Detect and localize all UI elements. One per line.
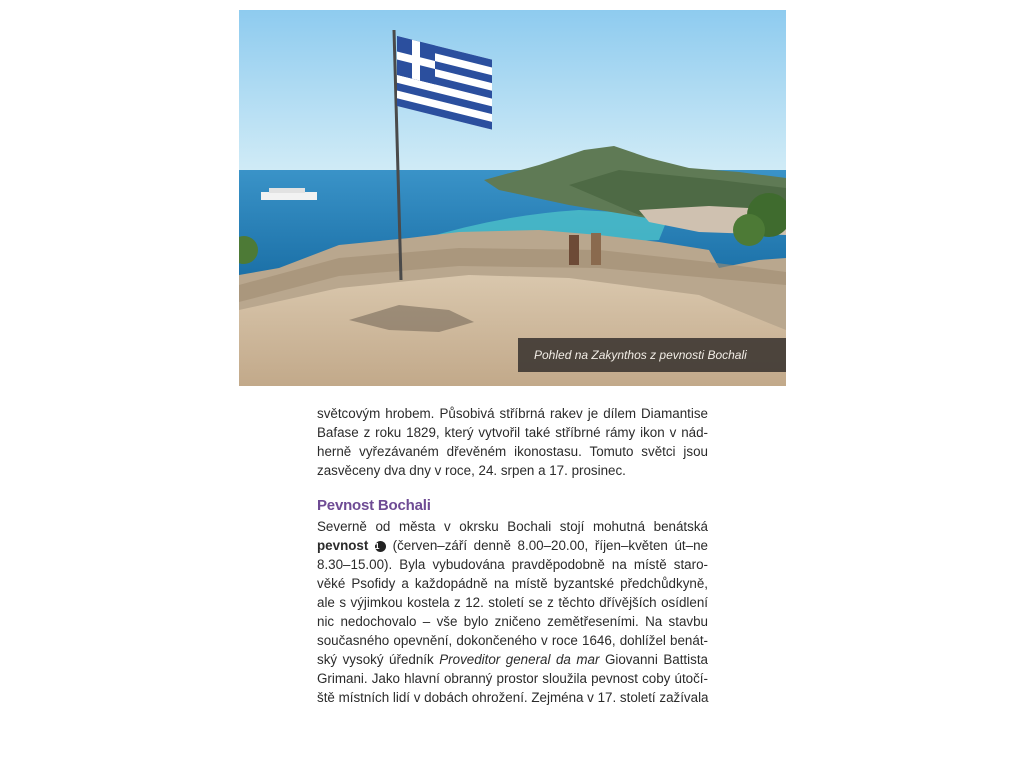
text-line: Grimani. Jako hlavní obranný prostor sloužila pevnost coby útočí- <box>317 671 708 686</box>
text-line: nic nedochovalo – vše bylo zničeno zemětřeseními. Na stavbu <box>317 614 708 629</box>
text-line: ště místních lidí v dobách ohrožení. Zejména v 17. století zažívala <box>317 690 709 705</box>
text-line <box>317 536 708 555</box>
bold-term: pevnost <box>317 538 369 553</box>
photo-caption: Pohled na Zakynthos z pevnosti Bochali <box>518 338 786 372</box>
map-marker-icon: 1 <box>375 541 386 552</box>
section-paragraph <box>317 517 708 707</box>
text-line: současného opevnění, dokončeného v roce 1646, dohlížel benát- <box>317 633 708 648</box>
opening-hours: (červen–září denně 8.00–20.00, říjen–květen út–ne <box>385 538 708 553</box>
text-line: herně vyřezávaném dřevěném ikonostasu. Tomuto světci jsou <box>317 444 708 459</box>
text-line: Bafase z roku 1829, který vytvořil také stříbrné rámy ikon v nád- <box>317 425 708 440</box>
section-heading: Pevnost Bochali <box>317 497 431 514</box>
text-line: zasvěceny dva dny v roce, 24. srpen a 17. prosinec. <box>317 463 626 478</box>
text-line: Severně od města v okrsku Bochali stojí mohutná benátská <box>317 519 708 534</box>
text-line: světcovým hrobem. Působivá stříbrná rakev je dílem Diamantise <box>317 406 708 421</box>
intro-paragraph <box>317 404 708 480</box>
bochali-view-illustration <box>239 10 786 386</box>
text-line: věké Psofidy a každopádně na místě byzantské předchůdkyně, <box>317 576 708 591</box>
text-line: ale s výjimkou kostela z 12. století se z těchto dřívějších osídlení <box>317 595 708 610</box>
fortress-photo <box>239 10 786 386</box>
text-segment: Giovanni Battista <box>599 652 708 667</box>
italic-term: Proveditor general da mar <box>439 652 600 667</box>
text-line <box>317 650 708 669</box>
text-line: 8.30–15.00). Byla vybudována pravděpodobně na místě staro- <box>317 557 708 572</box>
text-segment: ský vysoký úředník <box>317 652 440 667</box>
